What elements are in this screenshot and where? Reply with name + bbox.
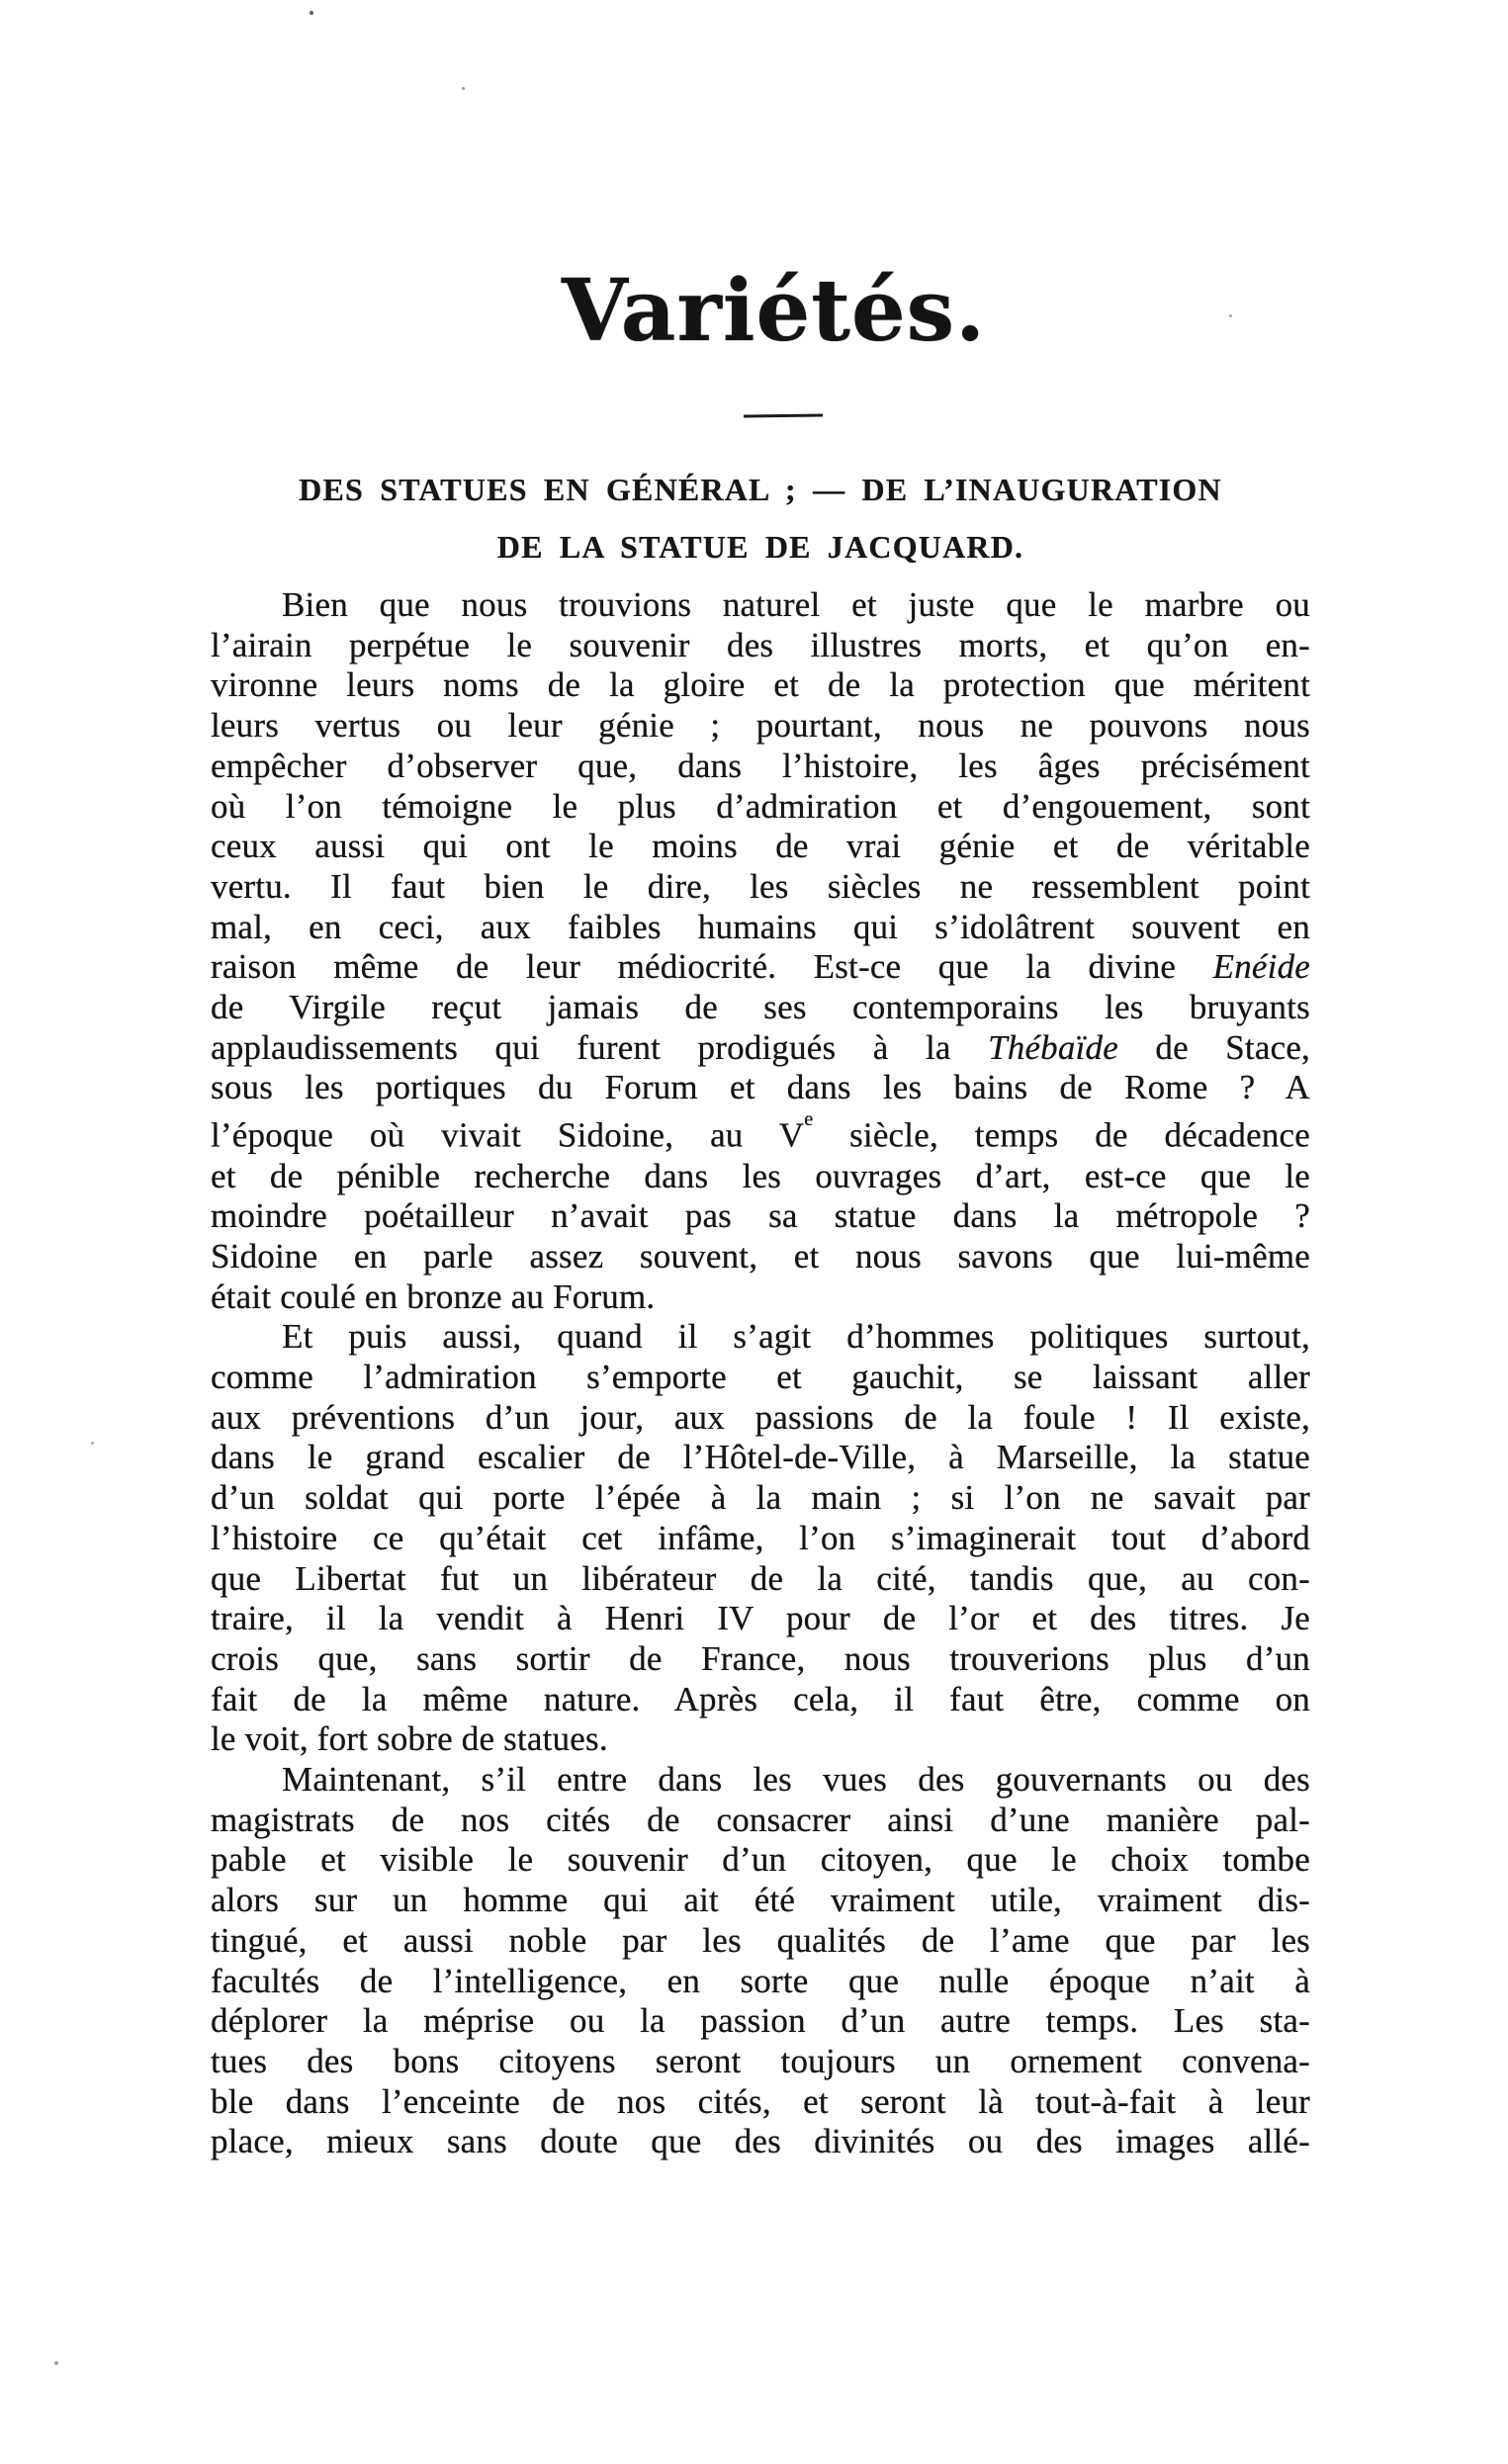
title-rule (744, 413, 823, 417)
text-segment: où l’on témoigne le plus d’admiration et d’engouement, sont (211, 786, 1310, 826)
text-line (211, 665, 1310, 706)
italic-text-segment: Enéide (1212, 947, 1310, 987)
text-segment: était coulé en bronze au Forum. (211, 1276, 656, 1316)
text-line (211, 1519, 1310, 1559)
text-line (211, 2001, 1310, 2042)
text-segment: applaudissements qui furent prodigués à la (211, 1027, 989, 1067)
text-segment: place, mieux sans doute que des divinités ou des images allé- (211, 2122, 1310, 2161)
text-segment: aux préventions d’un jour, aux passions de la foule ! Il existe, (211, 1397, 1310, 1437)
text-line (211, 1438, 1310, 1478)
text-line (211, 1840, 1310, 1881)
text-line (211, 2082, 1310, 2123)
text-line (211, 1478, 1310, 1519)
text-line (211, 1398, 1310, 1439)
text-segment: tingué, et aussi noble par les qualités de l’ame que par les (211, 1920, 1310, 1960)
text-segment: ble dans l’enceinte de nos cités, et seront là tout-à-fait à leur (211, 2081, 1310, 2121)
text-line (211, 1559, 1310, 1600)
text-line (211, 1237, 1310, 1277)
text-segment: de Virgile reçut jamais de ses contemporains les bruyants (211, 988, 1310, 1027)
article-heading-line1: DES STATUES EN GÉNÉRAL ; — DE L’INAUGURATION (299, 472, 1222, 507)
text-line (211, 1277, 1310, 1318)
scan-speck (91, 1442, 94, 1445)
text-segment: raison même de leur médiocrité. Est-ce que la divine (211, 947, 1213, 987)
text-line (211, 787, 1310, 828)
superscript-segment: e (804, 1108, 814, 1131)
text-segment: moindre poétailleur n’avait pas sa statue dans la métropole ? (211, 1196, 1310, 1236)
text-line (211, 1719, 1310, 1760)
text-line (211, 626, 1310, 666)
text-segment: siècle, temps de décadence (813, 1115, 1310, 1155)
text-line (211, 1639, 1310, 1680)
text-segment: empêcher d’observer que, dans l’histoire, les âges précisément (211, 746, 1310, 785)
text-line (211, 1108, 1310, 1156)
text-segment: dans le grand escalier de l’Hôtel-de-Ville, à Marseille, la statue (211, 1438, 1310, 1477)
text-segment: Sidoine en parle assez souvent, et nous savons que lui-même (211, 1236, 1310, 1276)
text-segment: mal, en ceci, aux faibles humains qui s’idolâtrent souvent en (211, 907, 1310, 946)
text-line (211, 1881, 1310, 1921)
text-line (211, 908, 1310, 948)
text-segment: d’un soldat qui porte l’épée à la main ; si l’on ne savait par (211, 1478, 1310, 1518)
text-line (211, 2042, 1310, 2082)
text-line (211, 1317, 1310, 1358)
text-line (211, 1358, 1310, 1398)
text-line (211, 827, 1310, 867)
text-segment: traire, il la vendit à Henri IV pour de l’or et des titres. Je (211, 1599, 1310, 1638)
text-line (211, 1680, 1310, 1720)
masthead-title: Variétés. (561, 261, 987, 361)
text-line (211, 1196, 1310, 1237)
text-segment: ceux aussi qui ont le moins de vrai génie et de véritable (211, 827, 1310, 866)
text-segment: de Stace, (1117, 1027, 1310, 1067)
article-heading (211, 461, 1310, 575)
text-segment: pable et visible le souvenir d’un citoyen, que le choix tombe (211, 1840, 1310, 1880)
text-segment: le voit, fort sobre de statues. (211, 1719, 608, 1759)
text-line (211, 1801, 1310, 1841)
text-segment: fait de la même nature. Après cela, il faut être, comme on (211, 1679, 1310, 1718)
text-segment: leurs vertus ou leur génie ; pourtant, nous ne pouvons nous (211, 706, 1310, 746)
text-line (211, 867, 1310, 908)
text-segment: crois que, sans sortir de France, nous trouverions plus d’un (211, 1638, 1310, 1678)
scan-speck (310, 11, 313, 15)
text-segment: vironne leurs noms de la gloire et de la protection que méritent (211, 665, 1310, 705)
italic-text-segment: Thébaïde (988, 1027, 1118, 1067)
text-segment: Maintenant, s’il entre dans les vues des gouvernants ou des (282, 1760, 1310, 1800)
text-line (211, 1157, 1310, 1197)
text-line (211, 585, 1310, 626)
text-segment: sous les portiques du Forum et dans les bains de Rome ? A (211, 1068, 1310, 1107)
text-segment: magistrats de nos cités de consacrer ainsi d’une manière pal- (211, 1800, 1310, 1839)
body-text (211, 585, 1310, 2162)
text-line (211, 747, 1310, 787)
text-segment: que Libertat fut un libérateur de la cité, tandis que, au con- (211, 1558, 1310, 1598)
text-segment: vertu. Il faut bien le dire, les siècles ne ressemblent point (211, 866, 1310, 906)
text-line (211, 1068, 1310, 1108)
text-line (211, 947, 1310, 988)
text-segment: alors sur un homme qui ait été vraiment utile, vraiment dis- (211, 1881, 1310, 1920)
scan-speck (462, 87, 465, 90)
text-line (211, 1760, 1310, 1801)
text-line (211, 1028, 1310, 1069)
text-line (211, 2122, 1310, 2162)
text-segment: l’airain perpétue le souvenir des illustres morts, et qu’on en- (211, 625, 1310, 664)
text-segment: comme l’admiration s’emporte et gauchit, se laissant aller (211, 1358, 1310, 1397)
text-line (211, 1921, 1310, 1962)
text-segment: tues des bons citoyens seront toujours un ornement convena- (211, 2041, 1310, 2080)
text-segment: l’époque où vivait Sidoine, au V (211, 1115, 805, 1155)
scan-speck (1229, 314, 1232, 317)
text-segment: Bien que nous trouvions naturel et juste que le marbre ou (282, 585, 1310, 624)
text-segment: facultés de l’intelligence, en sorte que nulle époque n’ait à (211, 1961, 1310, 2000)
text-line (211, 988, 1310, 1028)
text-segment: Et puis aussi, quand il s’agit d’hommes politiques surtout, (282, 1317, 1310, 1357)
text-line (211, 706, 1310, 747)
text-line (211, 1599, 1310, 1639)
text-segment: déplorer la méprise ou la passion d’un autre temps. Les sta- (211, 2001, 1310, 2041)
scan-speck (54, 2361, 58, 2365)
text-segment: et de pénible recherche dans les ouvrages d’art, est-ce que le (211, 1156, 1310, 1195)
text-line (211, 1962, 1310, 2002)
article-heading-line2: DE LA STATUE DE JACQUARD. (496, 529, 1024, 565)
text-segment: l’histoire ce qu’était cet infâme, l’on s’imaginerait tout d’abord (211, 1518, 1310, 1557)
